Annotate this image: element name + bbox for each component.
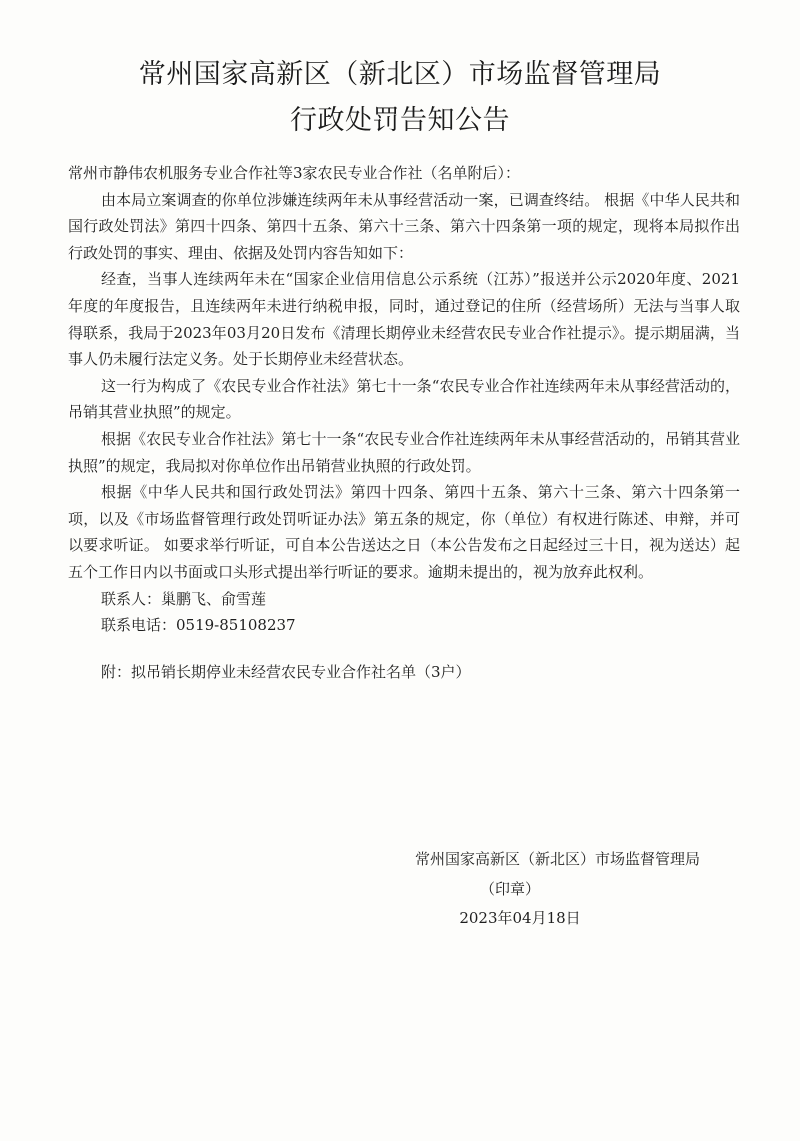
signature-organization: 常州国家高新区（新北区）市场监督管理局: [414, 850, 700, 868]
paragraph-violation: 这一行为构成了《农民专业合作社法》第七十一条“农民专业合作社连续两年未从事经营活动的，吊销其营业执照”的规定。: [68, 376, 740, 422]
signature-seal: （印章）: [479, 880, 540, 898]
contact-person: 联系人：巢鹏飞、俞雪莲: [101, 589, 267, 608]
contact-phone: 联系电话：0519-85108237: [101, 616, 296, 635]
paragraph-penalty: 根据《农民专业合作社法》第七十一条“农民专业合作社连续两年未从事经营活动的，吊销其营业执照”的规定，我局拟对你单位作出吊销营业执照的行政处罚。: [68, 429, 740, 475]
signature-date: 2023年04月18日: [459, 909, 581, 927]
document-title-line1: 常州国家高新区（新北区）市场监督管理局: [138, 59, 662, 90]
document-title-line2: 行政处罚告知公告: [290, 105, 510, 136]
paragraph-rights: 根据《中华人民共和国行政处罚法》第四十四条、第四十五条、第六十三条、第六十四条第一项，以及《市场监督管理行政处罚听证办法》第五条的规定，你（单位）有权进行陈述、申辩，并可以要求听证。 如要求举行听证，可自本公告送达之日（本公告发布之日起经过三十日，视为送达）起五个工作日内以书面或口头形式提出举行听证的要求。逾期未提出的，视为放弃此权利。: [68, 483, 740, 581]
document-body: [68, 160, 740, 685]
paragraph-facts: 经查，当事人连续两年未在“国家企业信用信息公示系统（江苏）”报送并公示2020年度、2021年度的年度报告，且连续两年未进行纳税申报，同时，通过登记的住所（经营场所）无法与当事人取得联系，我局于2023年03月20日发布《清理长期停业未经营农民专业合作社提示》。提示期届满，当事人仍未履行法定义务。处于长期停业未经营状态。: [68, 270, 740, 369]
salutation: 常州市静伟农机服务专业合作社等3家农民专业合作社（名单附后）：: [68, 164, 521, 182]
attachment-note: 附：拟吊销长期停业未经营农民专业合作社名单（3户）: [101, 662, 471, 681]
paragraph-intro: 由本局立案调查的你单位涉嫌连续两年未从事经营活动一案，已调查终结。 根据《中华人民共和国行政处罚法》第四十四条、第四十五条、第六十三条、第六十四条第一项的规定，现将本局拟作出行政处罚的事实、理由、依据及处罚内容告知如下：: [68, 190, 740, 262]
